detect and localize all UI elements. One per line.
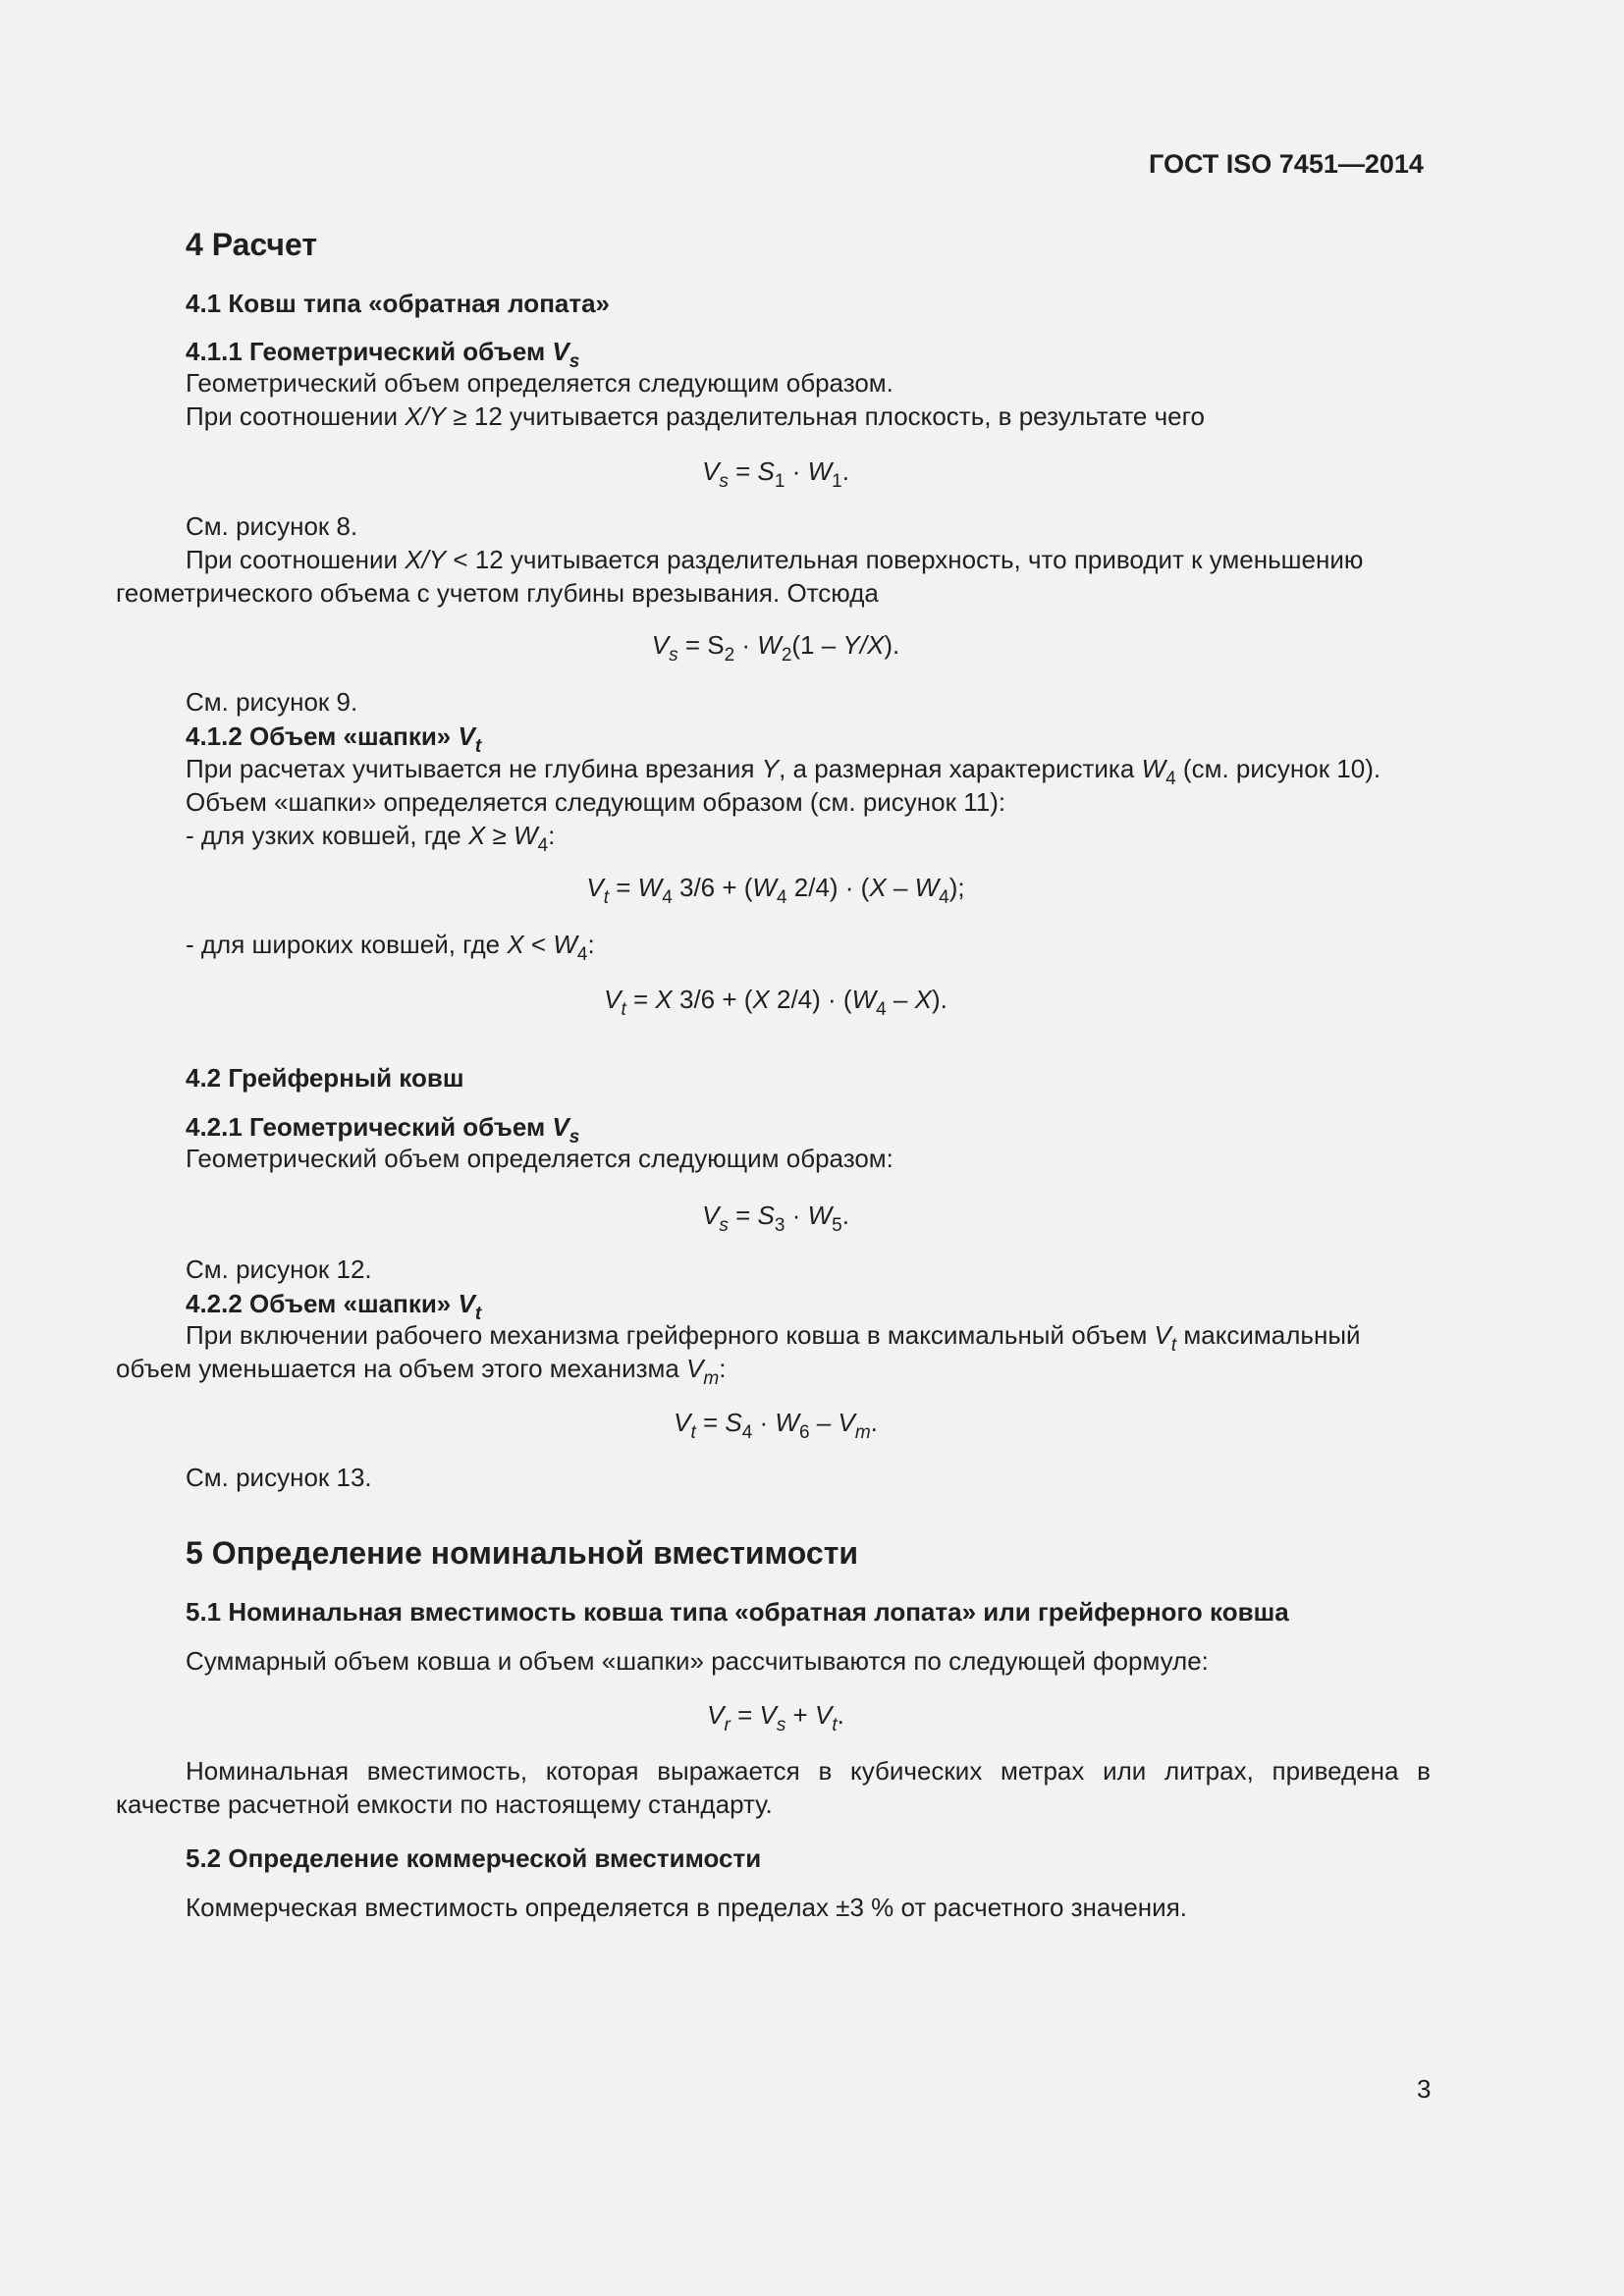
paragraph-line: Геометрический объем определяется следующим образом:: [186, 1144, 893, 1173]
section-4-1-1-title: 4.1.1 Геометрический объем $V_s$: [186, 337, 580, 372]
formula-7: $V_r = V_s + V_t$.: [707, 1700, 844, 1735]
formula-6: $V_t = S_4 \cdot W_6 - V_m$.: [674, 1408, 878, 1443]
doc-code: ГОСТ ISO 7451—2014: [1149, 149, 1424, 179]
figure-reference: См. рисунок 12.: [186, 1255, 372, 1284]
formula-3: $V_t = W_4$ $3/6 + (W_4$ $2/4) \cdot (X - W_4)$;: [586, 873, 965, 908]
figure-reference: См. рисунок 9.: [186, 687, 358, 717]
paragraph-line: При соотношении X/Y ≥ 12 учитывается разделительная плоскость, в результате чего: [186, 401, 1205, 431]
list-item: - для узких ковшей, где $X \ge W_4$:: [186, 821, 556, 856]
page-number: 3: [1417, 2074, 1432, 2104]
paragraph-line: Объем «шапки» определяется следующим образом (см. рисунок 11):: [186, 787, 1006, 817]
section-4-2-2-title: 4.2.2 Объем «шапки» $V_t$: [186, 1289, 482, 1324]
paragraph-line: Геометрический объем определяется следующим образом.: [186, 368, 893, 398]
section-5-2-title: 5.2 Определение коммерческой вместимости: [186, 1843, 762, 1873]
paragraph-line: объем уменьшается на объем этого механизма $V_m$:: [116, 1354, 727, 1389]
paragraph-line: При включении рабочего механизма грейферного ковша в максимальный объем $V_t$ максимальный: [186, 1320, 1361, 1356]
paragraph-line: качестве расчетной емкости по настоящему стандарту.: [116, 1789, 773, 1819]
list-item: - для широких ковшей, где $X < W_4$:: [186, 930, 595, 965]
section-5-title: 5 Определение номинальной вместимости: [186, 1535, 859, 1571]
formula-2: $V_s = S_2 \cdot W_2(1 - Y/X)$.: [651, 630, 900, 666]
section-4-1-title: 4.1 Ковш типа «обратная лопата»: [186, 289, 611, 318]
paragraph-line: При расчетах учитывается не глубина врезания Y, а размерная характеристика $W_4$ (см. рисунок 10).: [186, 754, 1381, 789]
figure-reference: См. рисунок 8.: [186, 511, 358, 541]
paragraph-line: Коммерческая вместимость определяется в пределах ±3 % от расчетного значения.: [186, 1893, 1187, 1922]
section-4-title: 4 Расчет: [186, 227, 317, 262]
formula-1: $V_s = S_1 \cdot W_1$.: [702, 456, 849, 492]
section-4-1-2-title: 4.1.2 Объем «шапки» $V_t$: [186, 721, 482, 757]
paragraph-line: Суммарный объем ковша и объем «шапки» рассчитываются по следующей формуле:: [186, 1646, 1209, 1676]
formula-4: $V_t = X$ 3/6 + (X $2/4) \cdot (W_4 - X)$.: [604, 985, 947, 1020]
formula-5: $V_s = S_3 \cdot W_5$.: [702, 1201, 849, 1236]
paragraph-line: геометрического объема с учетом глубины врезывания. Отсюда: [116, 578, 879, 608]
paragraph-line: Номинальная вместимость, которая выражается в кубических метрах или литрах, приведена в: [186, 1756, 1431, 1786]
section-4-2-1-title: 4.2.1 Геометрический объем $V_s$: [186, 1112, 580, 1148]
section-4-2-title: 4.2 Грейферный ковш: [186, 1063, 464, 1093]
section-5-1-title: 5.1 Номинальная вместимость ковша типа «обратная лопата» или грейферного ковша: [186, 1597, 1289, 1627]
figure-reference: См. рисунок 13.: [186, 1463, 372, 1492]
paragraph-line: При соотношении X/Y < 12 учитывается разделительная поверхность, что приводит к уменьшению: [186, 545, 1364, 574]
